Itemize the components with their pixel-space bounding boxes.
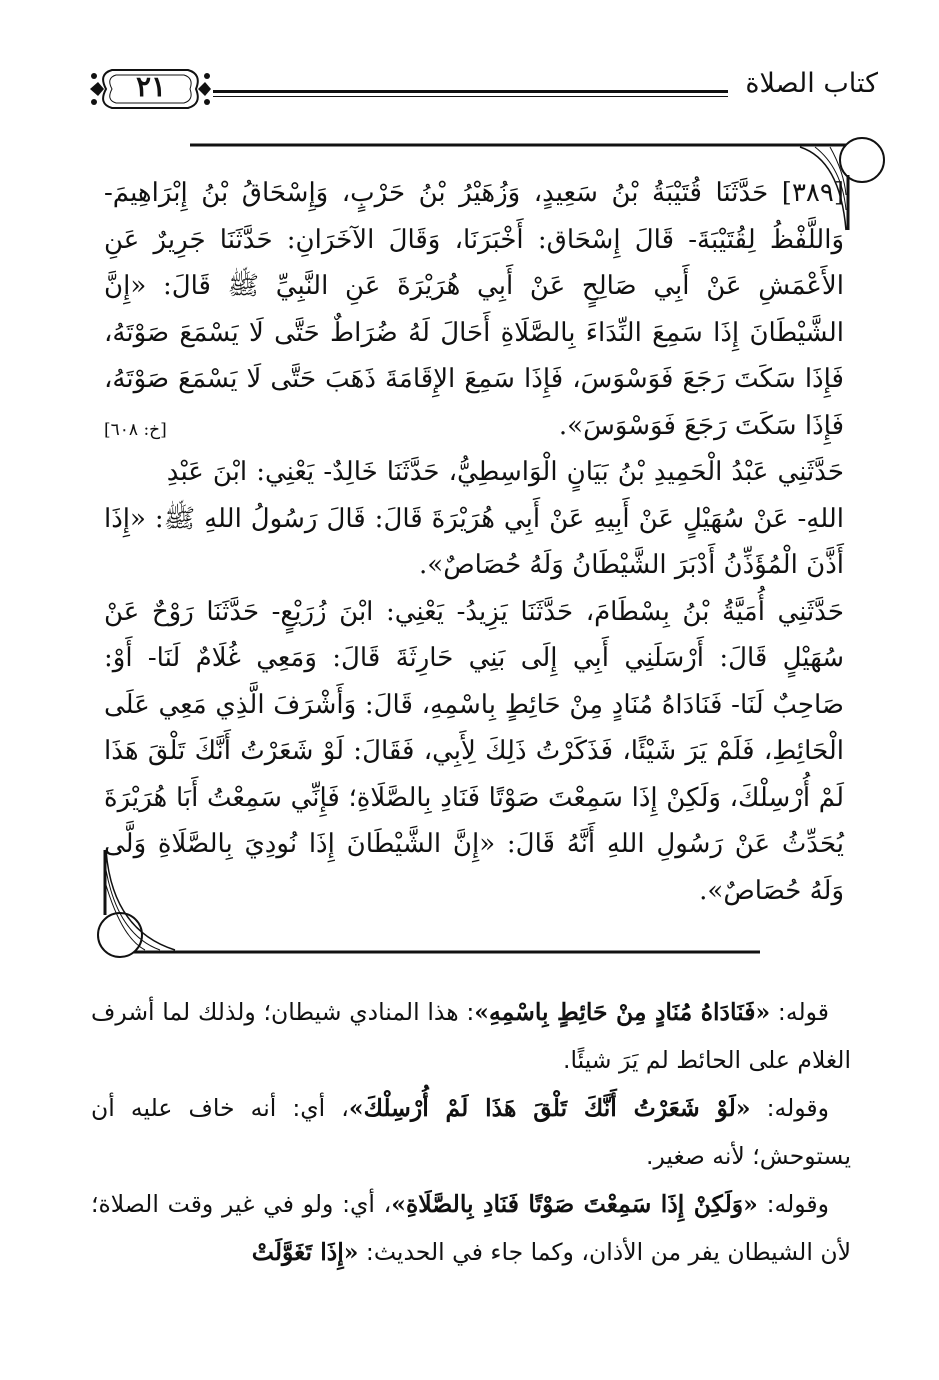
commentary-paragraph <box>91 1180 851 1276</box>
commentary-lead: وقوله: <box>757 1190 829 1218</box>
commentary-block <box>91 988 851 1276</box>
hadith-number: [٣٨٩] <box>781 178 844 208</box>
book-title: كتاب الصلاة <box>745 68 878 99</box>
hadith-text: حَدَّثَنِي أُمَيَّةُ بْنُ بِسْطَامَ، حَدَّثَنَا يَزِيدُ- يَعْنِي: ابْنَ زُرَيْعٍ- حَدَّثَنَا رَوْحٌ عَنْ سُهَيْلٍ قَالَ: أَرْسَلَنِي أَبِي إِلَى بَنِي حَارِثَةَ قَالَ: وَمَعِي غُلَامٌ لَنَا- أَوْ: صَاحِبٌ لَنَا- فَنَادَاهُ مُنَادٍ مِنْ حَائِطٍ بِاسْمِهِ، قَالَ: وَأَشْرَفَ الَّذِي مَعِي عَلَى الْحَائِطِ، فَلَمْ يَرَ شَيْئًا، فَذَكَرْتُ ذَلِكَ لِأَبِي، فَقَالَ: لَوْ شَعَرْتُ أَنَّكَ تَلْقَ هَذَا لَمْ أُرْسِلْكَ، وَلَكِنْ إِذَا سَمِعْتَ صَوْتًا فَنَادِ بِالصَّلَاةِ؛ فَإِنِّي سَمِعْتُ أَبَا هُرَيْرَةَ يُحَدِّثُ عَنْ رَسُولِ اللهِ أَنَّهُ قَالَ: «إِنَّ الشَّيْطَانَ إِذَا نُودِيَ بِالصَّلَاةِ وَلَّى وَلَهُ حُصَاصٌ». <box>104 596 844 906</box>
commentary-paragraph <box>91 1084 851 1180</box>
commentary-lead: وقوله: <box>750 1094 830 1122</box>
commentary-text: ، أي: ولو في غير وقت الصلاة؛ لأن الشيطان يفر من الأذان، وكما جاء في الحديث: <box>91 1190 851 1266</box>
hadith-block <box>104 170 844 914</box>
commentary-text: : هذا المنادي شيطان؛ ولذلك لما أشرف الغلام على الحائط لم يَرَ شيئًا. <box>91 998 851 1074</box>
hadith-paragraph <box>104 449 844 589</box>
page-number: ٢١ <box>135 70 167 103</box>
commentary-lead: قوله: <box>770 998 829 1026</box>
commentary-text: ، أي: أنه خاف عليه أن يستوحش؛ لأنه صغير. <box>91 1094 851 1170</box>
commentary-quote: «فَنَادَاهُ مُنَادٍ مِنْ حَائِطٍ بِاسْمِهِ» <box>474 998 771 1026</box>
commentary-quote: «وَلَكِنْ إِذَا سَمِعْتَ صَوْتًا فَنَادِ بِالصَّلَاةِ» <box>391 1190 758 1218</box>
hadith-reference: [خ: ٦٠٨] <box>104 419 167 440</box>
commentary-paragraph <box>91 988 851 1084</box>
hadith-paragraph <box>104 170 844 449</box>
hadith-text: حَدَّثَنَا قُتَيْبَةُ بْنُ سَعِيدٍ، وَزُهَيْرُ بْنُ حَرْبٍ، وَإِسْحَاقُ بْنُ إِبْرَاهِيمَ- وَاللَّفْظُ لِقُتَيْبَةَ- قَالَ إِسْحَاق: أَخْبَرَنَا، وَقَالَ الآخَرَانِ: حَدَّثَنَا جَرِيرٌ عَنِ الأَعْمَشِ عَنْ أَبِي صَالِحٍ عَنْ أَبِي هُرَيْرَةَ عَنِ النَّبِيِّ ﷺ قَالَ: «إِنَّ الشَّيْطَانَ إِذَا سَمِعَ النِّدَاءَ بِالصَّلَاةِ أَحَالَ لَهُ ضُرَاطٌ حَتَّى لَا يَسْمَعَ صَوْتَهُ، فَإِذَا سَكَتَ رَجَعَ فَوَسْوَسَ، فَإِذَا سَمِعَ الإِقَامَةَ ذَهَبَ حَتَّى لَا يَسْمَعَ صَوْتَهُ، فَإِذَا سَكَتَ رَجَعَ فَوَسْوَسَ». <box>104 178 844 441</box>
commentary-quote: «لَوْ شَعَرْتُ أَنَّكَ تَلْقَ هَذَا لَمْ أُرْسِلْكَ» <box>348 1094 751 1122</box>
hadith-text: حَدَّثَنِي عَبْدُ الْحَمِيدِ بْنُ بَيَانٍ الْوَاسِطِيُّ، حَدَّثَنَا خَالِدٌ- يَعْنِي: ابْنَ عَبْدِ اللهِ- عَنْ سُهَيْلٍ عَنْ أَبِيهِ عَنْ أَبِي هُرَيْرَةَ قَالَ: قَالَ رَسُولُ اللهِ ﷺ: «إِذَا أَذَّنَ الْمُؤَذِّنُ أَدْبَرَ الشَّيْطَانُ وَلَهُ حُصَاصٌ». <box>104 457 844 580</box>
hadith-paragraph <box>104 589 844 915</box>
commentary-quote-tail: «إِذَا تَغَوَّلَتْ <box>251 1238 359 1266</box>
